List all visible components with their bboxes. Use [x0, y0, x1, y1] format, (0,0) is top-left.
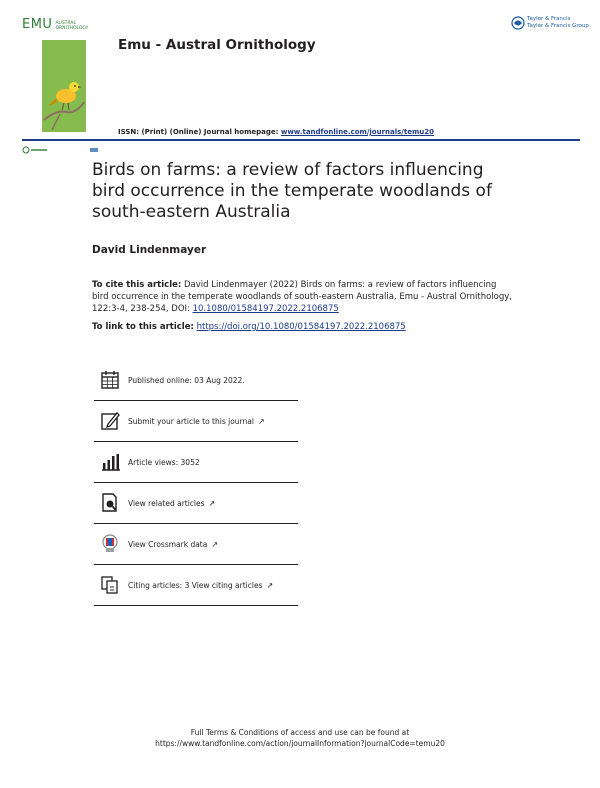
terms-url[interactable]: https://www.tandfonline.com/action/journalInformation?journalCode=temu20	[155, 739, 445, 748]
related-articles-icon	[100, 493, 122, 513]
citation-text: David Lindenmayer (2022) Birds on farms: a review of factors influencing bird occurrence in the temperate woodlands of south-eastern Australia, Emu - Austral Ornithology, 122:3-4, 238-254, DOI:	[92, 280, 512, 314]
article-title: Birds on farms: a review of factors influencing bird occurrence in the temperate woodlands of south-eastern Australia	[92, 160, 492, 222]
article-views-row	[94, 442, 298, 483]
terms-text: Full Terms & Conditions of access and use can be found at	[190, 728, 410, 737]
cover-subtitle-line1: AUSTRAL	[55, 21, 76, 26]
issn-line	[118, 128, 434, 136]
external-link-icon: ↗	[257, 416, 265, 426]
crossmark-icon	[100, 534, 122, 554]
publisher-logo[interactable]	[511, 15, 589, 33]
citation-label: To cite this article:	[92, 280, 182, 290]
external-link-icon: ↗	[208, 498, 216, 508]
cover-masthead	[22, 18, 88, 31]
article-link-label: To link to this article:	[92, 322, 194, 332]
article-link-line	[92, 322, 406, 332]
related-articles-link[interactable]: View related articles	[128, 498, 205, 508]
doi-link[interactable]: 10.1080/01584197.2022.2106875	[192, 304, 339, 314]
submit-article-link[interactable]: Submit your article to this journal	[128, 416, 254, 426]
publisher-name: Taylor & Francis	[527, 16, 571, 22]
article-info-list	[94, 360, 298, 606]
cover-publisher-logos	[22, 140, 104, 150]
related-articles-row[interactable]	[94, 483, 298, 524]
journal-name: Emu - Austral Ornithology	[118, 37, 316, 53]
issn-label: ISSN: (Print) (Online) Journal homepage:	[118, 128, 279, 136]
article-link[interactable]: https://doi.org/10.1080/01584197.2022.2106875	[196, 322, 406, 332]
journal-homepage-link[interactable]: www.tandfonline.com/journals/temu20	[280, 128, 434, 136]
citing-articles-icon	[100, 575, 122, 595]
calendar-icon	[100, 370, 122, 390]
journal-cover	[22, 18, 104, 138]
citing-articles-row[interactable]	[94, 565, 298, 606]
external-link-icon: ↗	[266, 580, 274, 590]
publisher-group: Taylor & Francis Group	[527, 23, 589, 29]
cover-title: EMU	[22, 17, 53, 32]
citation	[92, 279, 512, 315]
published-online-text: Published online: 03 Aug 2022.	[128, 375, 245, 385]
crossmark-link[interactable]: View Crossmark data	[128, 539, 208, 549]
published-online-row	[94, 360, 298, 401]
external-link-icon: ↗	[211, 539, 219, 549]
bar-chart-icon	[100, 452, 122, 472]
cover-subtitle-line2: ORNITHOLOGY	[55, 26, 89, 31]
cover-bird-photo	[42, 40, 86, 132]
cover-subtitle	[55, 21, 88, 31]
crossmark-row[interactable]	[94, 524, 298, 565]
footer	[0, 727, 600, 749]
article-views-text: Article views: 3052	[128, 457, 200, 467]
edit-icon	[100, 411, 122, 431]
submit-article-row[interactable]	[94, 401, 298, 442]
article-author: David Lindenmayer	[92, 244, 207, 256]
header-divider	[22, 139, 580, 141]
publisher-logo-icon	[511, 16, 525, 30]
citing-articles-link[interactable]: Citing articles: 3 View citing articles	[128, 580, 263, 590]
